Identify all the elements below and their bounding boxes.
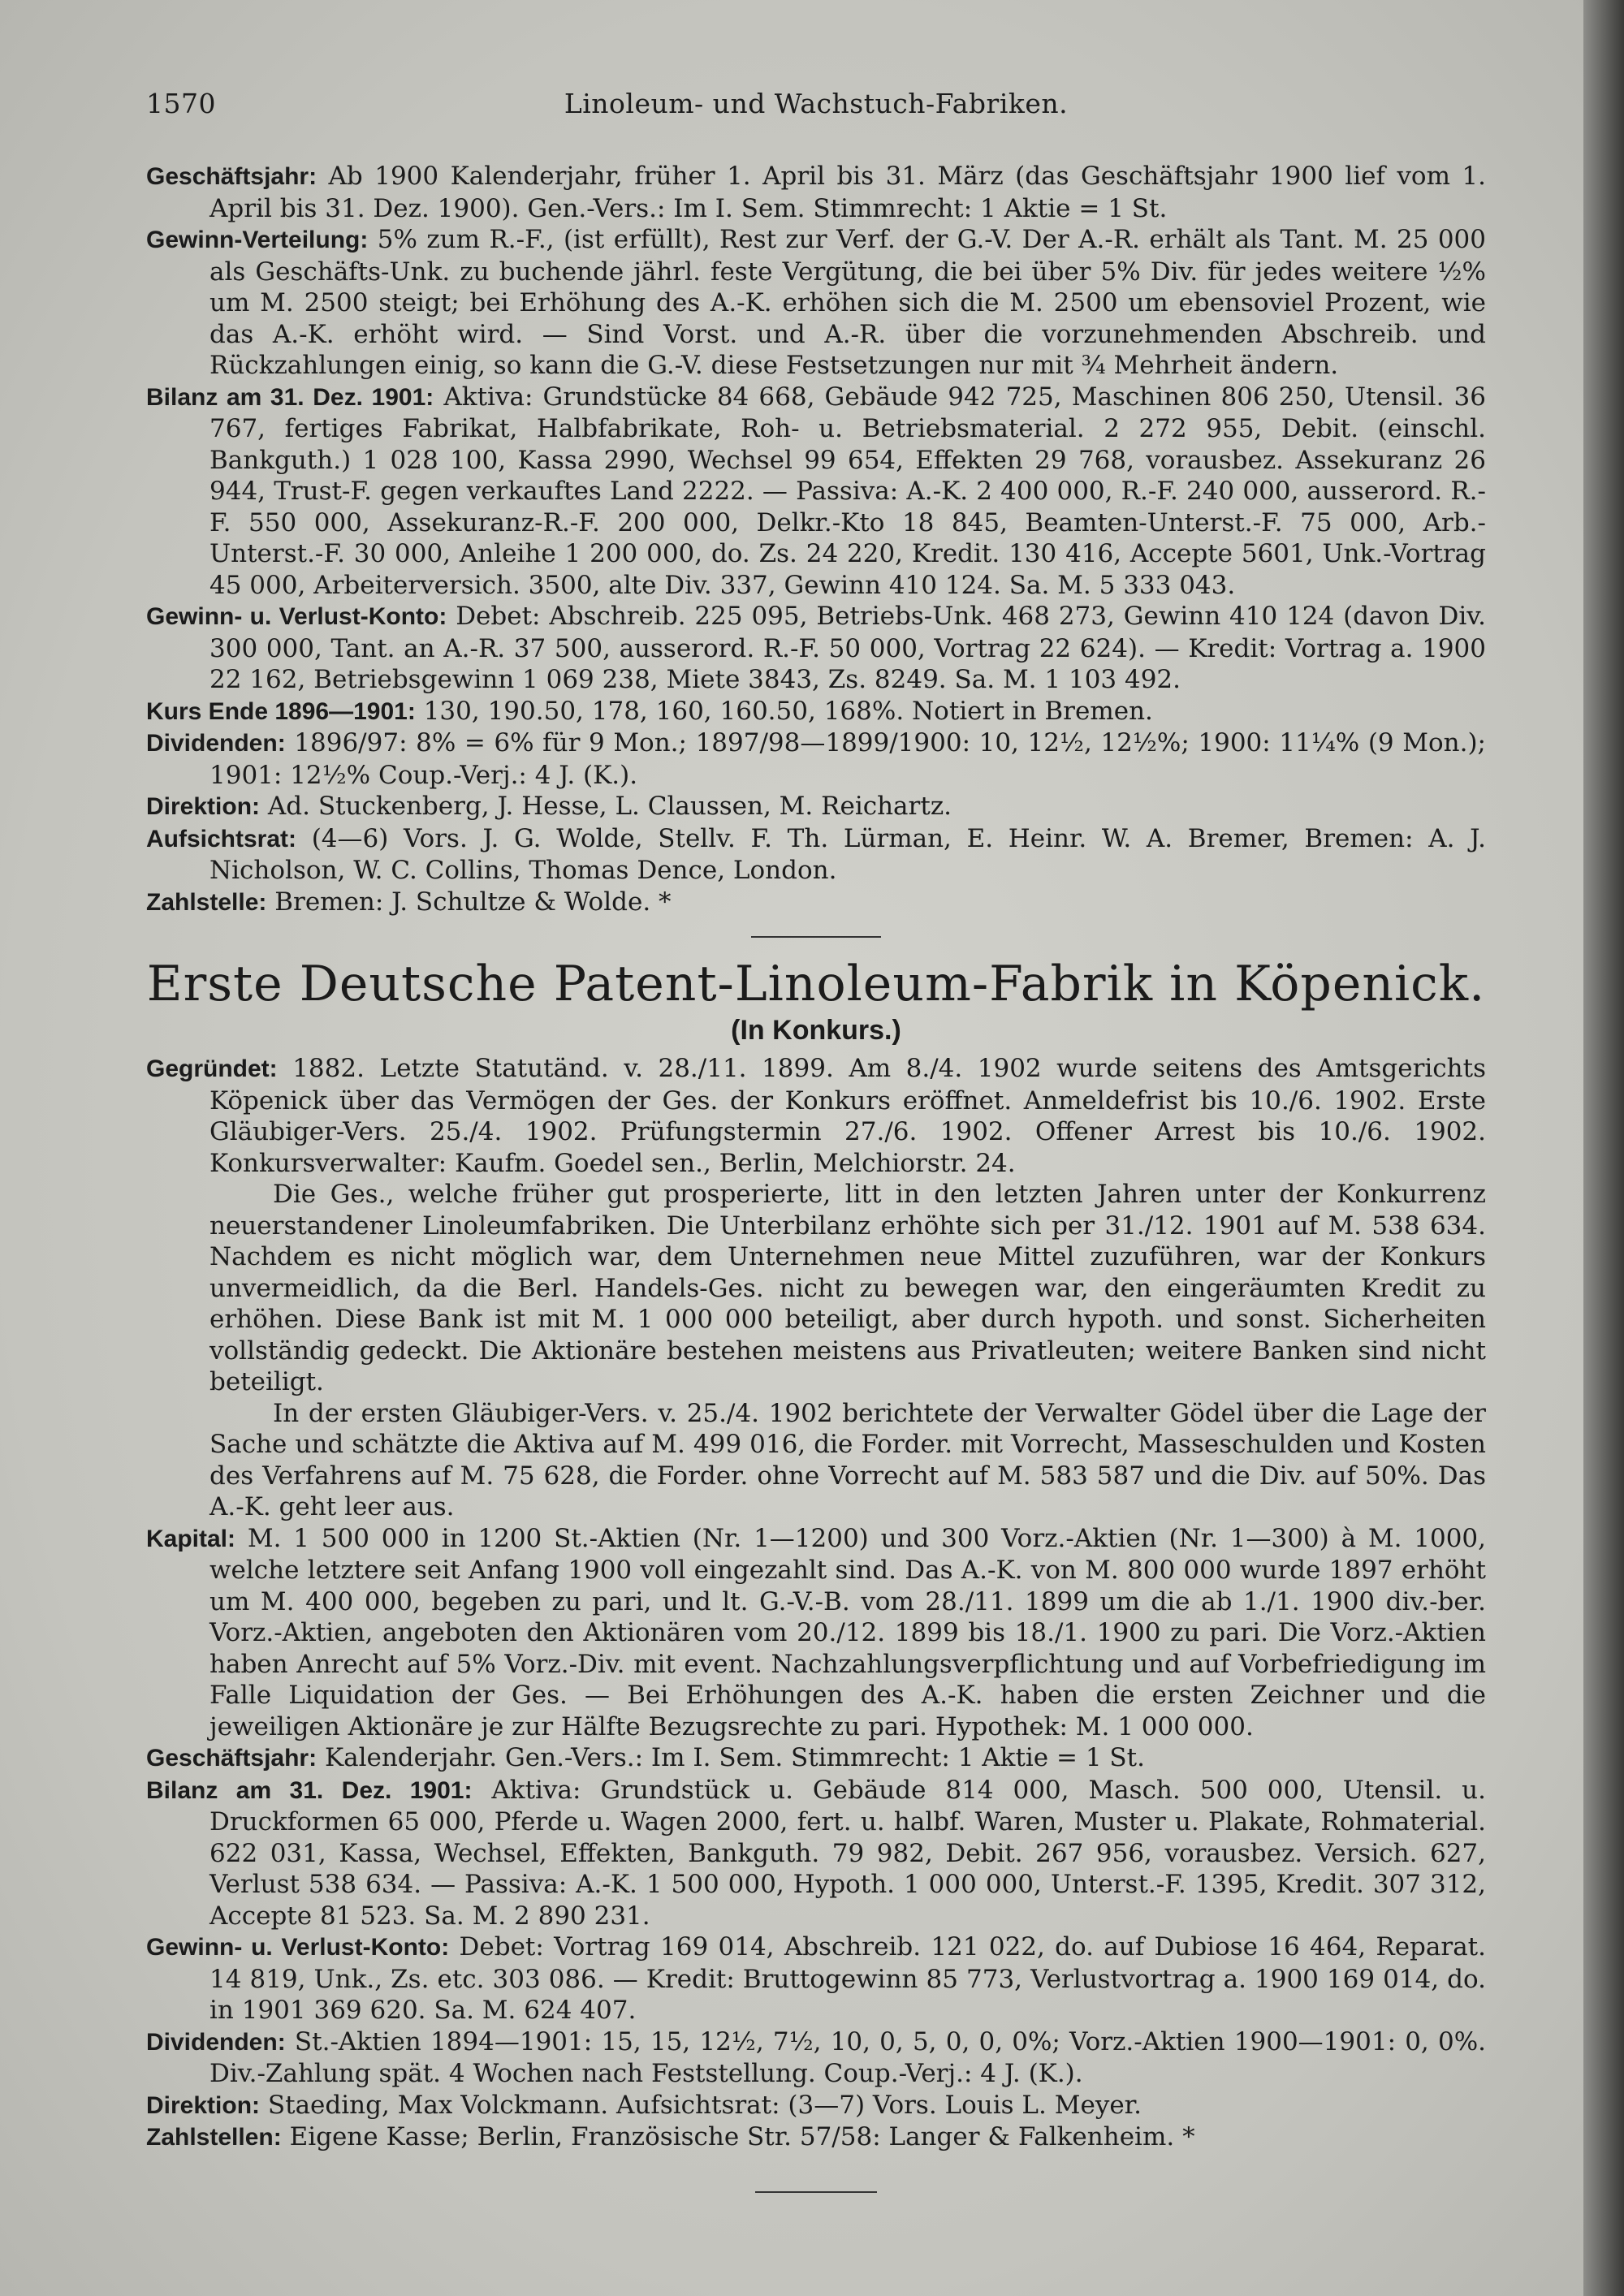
field-geschaeftsjahr bbox=[146, 161, 1486, 224]
field-direktion bbox=[146, 791, 1486, 823]
field-text: Ab 1900 Kalenderjahr, früher 1. April bis 31. März (das Geschäftsjahr 1900 lief vom 1. April bis 31. Dez. 1900). Gen.-Vers.: Im I. Sem. Stimmrecht: 1 Aktie = 1 St. bbox=[209, 162, 1486, 223]
field-kurs bbox=[146, 696, 1486, 728]
field-direktion-2 bbox=[146, 2090, 1486, 2122]
field-zahlstelle bbox=[146, 887, 1486, 919]
field-aufsichtsrat bbox=[146, 823, 1486, 887]
field-label: Zahlstelle: bbox=[146, 888, 267, 916]
field-label: Aufsichtsrat: bbox=[146, 825, 297, 852]
field-geschaeftsjahr-2 bbox=[146, 1742, 1486, 1775]
company-heading: Erste Deutsche Patent-Linoleum-Fabrik in Köpenick. bbox=[146, 956, 1486, 1012]
field-label: Gewinn- u. Verlust-Konto: bbox=[146, 1934, 450, 1961]
field-label: Direktion: bbox=[146, 793, 261, 820]
field-text: Aktiva: Grundstücke 84 668, Gebäude 942 725, Maschinen 806 250, Utensil. 36 767, fertiges Fabrikat, Halbfabrikate, Roh- u. Betriebsmaterial. 2 272 955, Debit. (einschl. Bankguth.) 1 028 100, Kassa 2990, Wechsel 99 654, Effekten 29 768, vorausbez. Assekuranz 26 944, Trust-F. gegen verkauftes Land 2222. — Passiva: A.-K. 2 400 000, R.-F. 240 000, ausserord. R.-F. 550 000, Assekuranz-R.-F. 200 000, Delkr.-Kto 18 845, Beamten-Unterst.-F. 75 000, Arb.-Unterst.-F. 30 000, Anleihe 1 200 000, do. Zs. 24 220, Kredit. 130 416, Accepte 5601, Unk.-Vortrag 45 000, Arbeiterversich. 3500, alte Div. 337, Gewinn 410 124. Sa. M. 5 333 043. bbox=[209, 382, 1487, 600]
field-label: Kapital: bbox=[146, 1525, 236, 1552]
field-text: 5% zum R.-F., (ist erfüllt), Rest zur Verf. der G.-V. Der A.-R. erhält als Tant. M. 25 000 als Geschäfts-Unk. zu buchende jährl. feste Vergütung, die bei über 5% Div. für jedes weitere ½% um M. 2500 steigt; bei Erhöhung des A.-K. erhöhen sich die M. 2500 um ebensoviel Prozent, wie das A.-K. erhöht wird. — Sind Vorst. und A.-R. über die vorzunehmenden Abschreib. und Rückzahlungen einig, so kann die G.-V. diese Festsetzungen nur mit ¾ Mehrheit ändern. bbox=[209, 225, 1486, 380]
field-dividenden bbox=[146, 727, 1486, 791]
field-label: Bilanz am 31. Dez. 1901: bbox=[146, 1776, 473, 1804]
field-label: Gegründet: bbox=[146, 1055, 278, 1082]
field-gegruendet bbox=[146, 1053, 1486, 1179]
field-label: Direktion: bbox=[146, 2091, 261, 2119]
field-text: St.-Aktien 1894—1901: 15, 15, 12½, 7½, 10, 0, 5, 0, 0, 0%; Vorz.-Aktien 1900—1901: 0, 0%. Div.-Zahlung spät. 4 Wochen nach Feststellung. Coup.-Verj.: 4 J. (K.). bbox=[209, 2026, 1487, 2088]
field-text: 1896/97: 8% = 6% für 9 Mon.; 1897/98—1899/1900: 10, 12½, 12½%; 1900: 11¼% (9 Mon.); 1901: 12½% Coup.-Verj.: 4 J. (K.). bbox=[209, 728, 1487, 790]
field-kapital bbox=[146, 1523, 1486, 1743]
company-status: (In Konkurs.) bbox=[731, 1015, 901, 1046]
paragraph-creditors-meeting: In der ersten Gläubiger-Vers. v. 25./4. 1902 berichtete der Verwalter Gödel über die Lage der Sache und schätzte die Aktiva auf M. 499 016, die Forder. mit Vorrecht, Masseschulden und Kosten des Verfahrens auf M. 75 628, die Forder. ohne Vorrecht auf M. 583 587 und die Div. auf 50%. Das A.-K. geht leer aus. bbox=[209, 1398, 1486, 1521]
entry-first-company bbox=[146, 161, 1486, 918]
field-zahlstellen bbox=[146, 2121, 1486, 2154]
paragraph-history: Die Ges., welche früher gut prosperierte, litt in den letzten Jahren unter der Konkurrenz neuerstandener Linoleumfabriken. Die Unterbilanz erhöhte sich per 31./12. 1901 auf M. 538 634. Nachdem es nicht möglich war, dem Unternehmen neue Mittel zuzuführen, war der Konkurs unvermeidlich, da die Berl. Handels-Ges. nicht zu bewegen war, den eingeräumten Kredit zu erhöhen. Diese Bank ist mit M. 1 000 000 beteiligt, aber durch hypoth. und sonst. Sicherheiten vollständig gedeckt. Die Aktionäre bestehen meistens aus Privatleuten; weitere Banken sind nicht beteiligt. bbox=[209, 1180, 1486, 1396]
field-text: Eigene Kasse; Berlin, Französische Str. 57/58: Langer & Falkenheim. * bbox=[289, 2122, 1195, 2151]
field-text: Staeding, Max Volckmann. Aufsichtsrat: (3—7) Vors. Louis L. Meyer. bbox=[267, 2090, 1142, 2120]
field-bilanz bbox=[146, 382, 1486, 602]
field-text: Kalenderjahr. Gen.-Vers.: Im I. Sem. Stimmrecht: 1 Aktie = 1 St. bbox=[324, 1743, 1145, 1772]
field-label: Gewinn- u. Verlust-Konto: bbox=[146, 603, 447, 630]
field-text: (4—6) Vors. J. G. Wolde, Stellv. F. Th. Lürman, E. Heinr. W. A. Bremer, Bremen: A. J. Nicholson, W. C. Collins, Thomas Dence, London. bbox=[209, 823, 1486, 885]
field-bilanz-2 bbox=[146, 1775, 1486, 1932]
field-text: Debet: Vortrag 169 014, Abschreib. 121 022, do. auf Dubiose 16 464, Reparat. 14 819, Unk., Zs. etc. 303 086. — Kredit: Bruttogewinn 85 773, Verlustvortrag a. 1900 169 014, do. in 1901 369 620. Sa. M. 624 407. bbox=[209, 1932, 1486, 2025]
field-gewinn-verteilung bbox=[146, 224, 1486, 382]
section-divider bbox=[751, 936, 881, 938]
page-header bbox=[146, 81, 1486, 130]
field-text: Ad. Stuckenberg, J. Hesse, L. Claussen, M. Reichartz. bbox=[267, 792, 952, 821]
field-label: Gewinn-Verteilung: bbox=[146, 227, 369, 253]
field-text: 130, 190.50, 178, 160, 160.50, 168%. Notiert in Bremen. bbox=[423, 696, 1153, 726]
page-gutter-shadow bbox=[1583, 0, 1624, 2296]
entry-second-company bbox=[146, 1053, 1486, 2154]
field-label: Kurs Ende 1896—1901: bbox=[146, 697, 416, 725]
field-label: Geschäftsjahr: bbox=[146, 1745, 317, 1772]
field-text: Aktiva: Grundstück u. Gebäude 814 000, Masch. 500 000, Utensil. u. Druckformen 65 000, Pferde u. Wagen 2000, fert. u. halbf. Waren, Muster u. Plakate, Rohmaterial. 622 031, Kassa, Wechsel, Effekten, Bankguth. 79 982, Debit. 267 956, vorausbez. Versich. 627, Verlust 538 634. — Passiva: A.-K. 1 500 000, Hypoth. 1 000 000, Unterst.-F. 1395, Kredit. 307 312, Accepte 81 523. Sa. M. 2 890 231. bbox=[209, 1775, 1486, 1931]
field-label: Dividenden: bbox=[146, 2028, 286, 2056]
field-gewinn-verlust-2 bbox=[146, 1931, 1486, 2026]
field-gewinn-verlust bbox=[146, 601, 1486, 696]
field-text: Debet: Abschreib. 225 095, Betriebs-Unk. 468 273, Gewinn 410 124 (davon Div. 300 000, Tant. an A.-R. 37 500, ausserord. R.-F. 50 000, Vortrag 22 624). — Kredit: Vortrag a. 1900 22 162, Betriebsgewinn 1 069 238, Miete 3843, Zs. 8249. Sa. M. 1 103 492. bbox=[209, 602, 1486, 694]
field-label: Bilanz am 31. Dez. 1901: bbox=[146, 383, 434, 411]
field-label: Dividenden: bbox=[146, 730, 286, 757]
field-dividenden-2 bbox=[146, 2026, 1486, 2090]
field-text: Bremen: J. Schultze & Wolde. * bbox=[274, 887, 672, 917]
field-label: Geschäftsjahr: bbox=[146, 163, 317, 190]
page-number: 1570 bbox=[146, 88, 216, 119]
running-title: Linoleum- und Wachstuch-Fabriken. bbox=[564, 88, 1069, 119]
field-text: 1882. Letzte Statutänd. v. 28./11. 1899. Am 8./4. 1902 wurde seitens des Amtsgerichts Köpenick über das Vermögen der Ges. der Konkurs eröffnet. Anmeldefrist bis 10./6. 1902. Erste Gläubiger-Vers. 25./4. 1902. Prüfungstermin 27./6. 1902. Offener Arrest bis 10./6. 1902. Konkursverwalter: Kaufm. Goedel sen., Berlin, Melchiorstr. 24. bbox=[209, 1054, 1486, 1178]
end-divider bbox=[755, 2191, 877, 2193]
field-label: Zahlstellen: bbox=[146, 2124, 282, 2151]
field-text: M. 1 500 000 in 1200 St.-Aktien (Nr. 1—1200) und 300 Vorz.-Aktien (Nr. 1—300) à M. 1000, welche letztere seit Anfang 1900 voll eingezahlt sind. Das A.-K. von M. 800 000 wurde 1897 erhöht um M. 400 000, begeben zu pari, und lt. G.-V.-B. vom 28./11. 1899 um die ab 1./1. 1900 div.-ber. Vorz.-Aktien, angeboten den Aktionären vom 20./12. 1899 bis 18./1. 1900 zu pari. Die Vorz.-Aktien haben Anrecht auf 5% Vorz.-Div. mit event. Nachzahlungsverpflichtung und auf Vorbefriedigung im Falle Liquidation der Ges. — Bei Erhöhungen des A.-K. haben die ersten Zeichner und die jeweiligen Aktionäre je zur Hälfte Bezugsrechte zu pari. Hypothek: M. 1 000 000. bbox=[209, 1523, 1486, 1741]
page-body bbox=[146, 161, 1486, 2193]
